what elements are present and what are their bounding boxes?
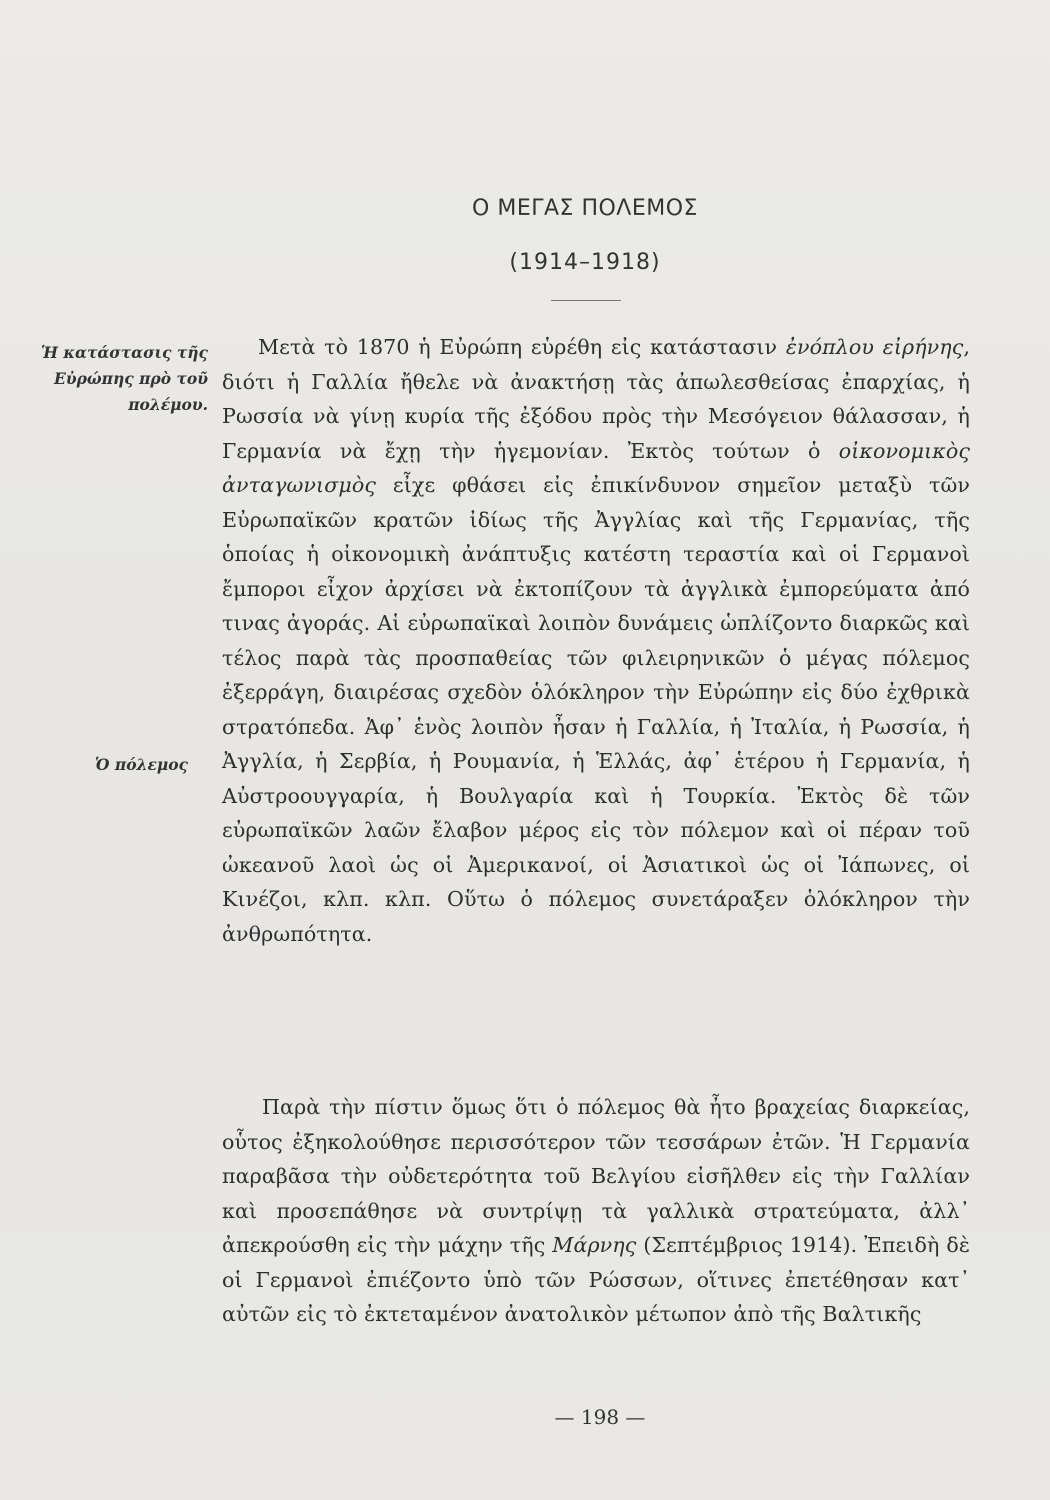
paragraph-1-text-c: εἶχε φθάσει εἰς ἐπικίνδυνον σημεῖον μεταξὺ τῶν Εὐρωπαϊκῶν κρατῶν ἰδίως τῆς Ἀγγλίας καὶ τῆς Γερμανίας, τῆς ὁποίας ἡ οἰκονομικὴ ἀνάπτυξις κατέστη τεραστία καὶ οἱ Γερμανοὶ ἔμποροι εἶχον ἀρχίσει νὰ ἐκτοπίζουν τὰ ἀγγλικὰ ἐμπορεύματα ἀπό τινας ἀγοράς. Αἱ εὐρωπαϊκαὶ λοιπὸν δυνάμεις ὡπλίζοντο διαρκῶς καὶ τέλος παρὰ τὰς προσπαθείας τῶν φιλειρηνικῶν ὁ μέγας πόλεμος ἐξερράγη, διαιρέσας σχεδὸν ὁλόκληρον τὴν Εὐρώπην εἰς δύο ἐχθρικὰ στρατόπεδα. Ἀφ᾿ ἑνὸς λοιπὸν ἦσαν ἡ Γαλλία, ἡ Ἰταλία, ἡ Ρωσσία, ἡ Ἀγγλία, ἡ Σερβία, ἡ Ρουμανία, ἡ Ἑλλάς, ἀφ᾿ ἑτέρου ἡ Γερμανία, ἡ Αὐστροουγγαρία, ἡ Βουλγαρία καὶ ἡ Τουρκία. Ἐκτὸς δὲ τῶν εὐρωπαϊκῶν λαῶν ἔλαβον μέρος εἰς τὸν πόλεμον καὶ οἱ πέραν τοῦ ὠκεανοῦ λαοὶ ὡς οἱ Ἀμερικανοί, οἱ Ἀσιατικοὶ ὡς οἱ Ἰάπωνες, οἱ Κινέζοι, κλπ. κλπ. Οὕτω ὁ πόλεμος συνετάραξεν ὁλόκληρον τὴν ἀνθρωπότητα. [222, 473, 970, 946]
paragraph-1-text-b: , διότι ἡ Γαλλία ἤθελε νὰ ἀνακτήσῃ τὰς ἀπωλεσθείσας ἐπαρχίας, ἡ Ρωσσία νὰ γίνῃ κυρία τῆς ἐξόδου πρὸς τὴν Μεσόγειον θάλασσαν, ἡ Γερμανία νὰ ἔχῃ τὴν ἡγεμονίαν. Ἐκτὸς τούτων ὁ [222, 335, 970, 463]
paragraph-2 [222, 1090, 970, 1332]
paragraph-1-text-a: Μετὰ τὸ 1870 ἡ Εὐρώπη εὑρέθη εἰς κατάστασιν [258, 335, 786, 359]
paragraph-1-italic-economic-rivalry: οἰκονομικὸς ἀνταγωνισμὸς [222, 438, 970, 497]
paragraph-2-text-b: (Σεπτέμβριος 1914). Ἐπειδὴ δὲ οἱ Γερμανοὶ ἐπιέζοντο ὑπὸ τῶν Ρώσσων, οἵτινες ἐπετέθησαν κατ᾿ αὐτῶν εἰς τὸ ἐκτεταμένον ἀνατολικὸν μέτωπον ἀπὸ τῆς Βαλτικῆς [222, 1233, 970, 1326]
paragraph-2-italic-marne: Μάρνης [552, 1233, 637, 1257]
chapter-years: (1914–1918) [509, 250, 661, 275]
margin-note-war: Ὁ πόλεμος [95, 755, 188, 774]
chapter-title: Ο ΜΕΓΑΣ ΠΟΛΕΜΟΣ [472, 196, 698, 221]
title-divider [551, 300, 621, 301]
page-number: — 198 — [554, 1405, 646, 1429]
margin-note-situation: Ἡ κατάστασις τῆς Εὐρώπης πρὸ τοῦ πολέμου. [41, 343, 208, 414]
paragraph-2-text-a: Παρὰ τὴν πίστιν ὅμως ὅτι ὁ πόλεμος θὰ ἦτο βραχείας διαρκείας, οὗτος ἐξηκολούθησε περισσότερον τῶν τεσσάρων ἐτῶν. Ἡ Γερμανία παραβᾶσα τὴν οὐδετερότητα τοῦ Βελγίου εἰσῆλθεν εἰς τὴν Γαλλίαν καὶ προσεπάθησε νὰ συντρίψῃ τὰ γαλλικὰ στρατεύματα, ἀλλ᾿ ἀπεκρούσθη εἰς τὴν μάχην τῆς [222, 1095, 970, 1257]
paragraph-1-italic-armed-peace: ἐνόπλου εἰρήνης [785, 335, 964, 359]
paragraph-1 [222, 330, 970, 951]
